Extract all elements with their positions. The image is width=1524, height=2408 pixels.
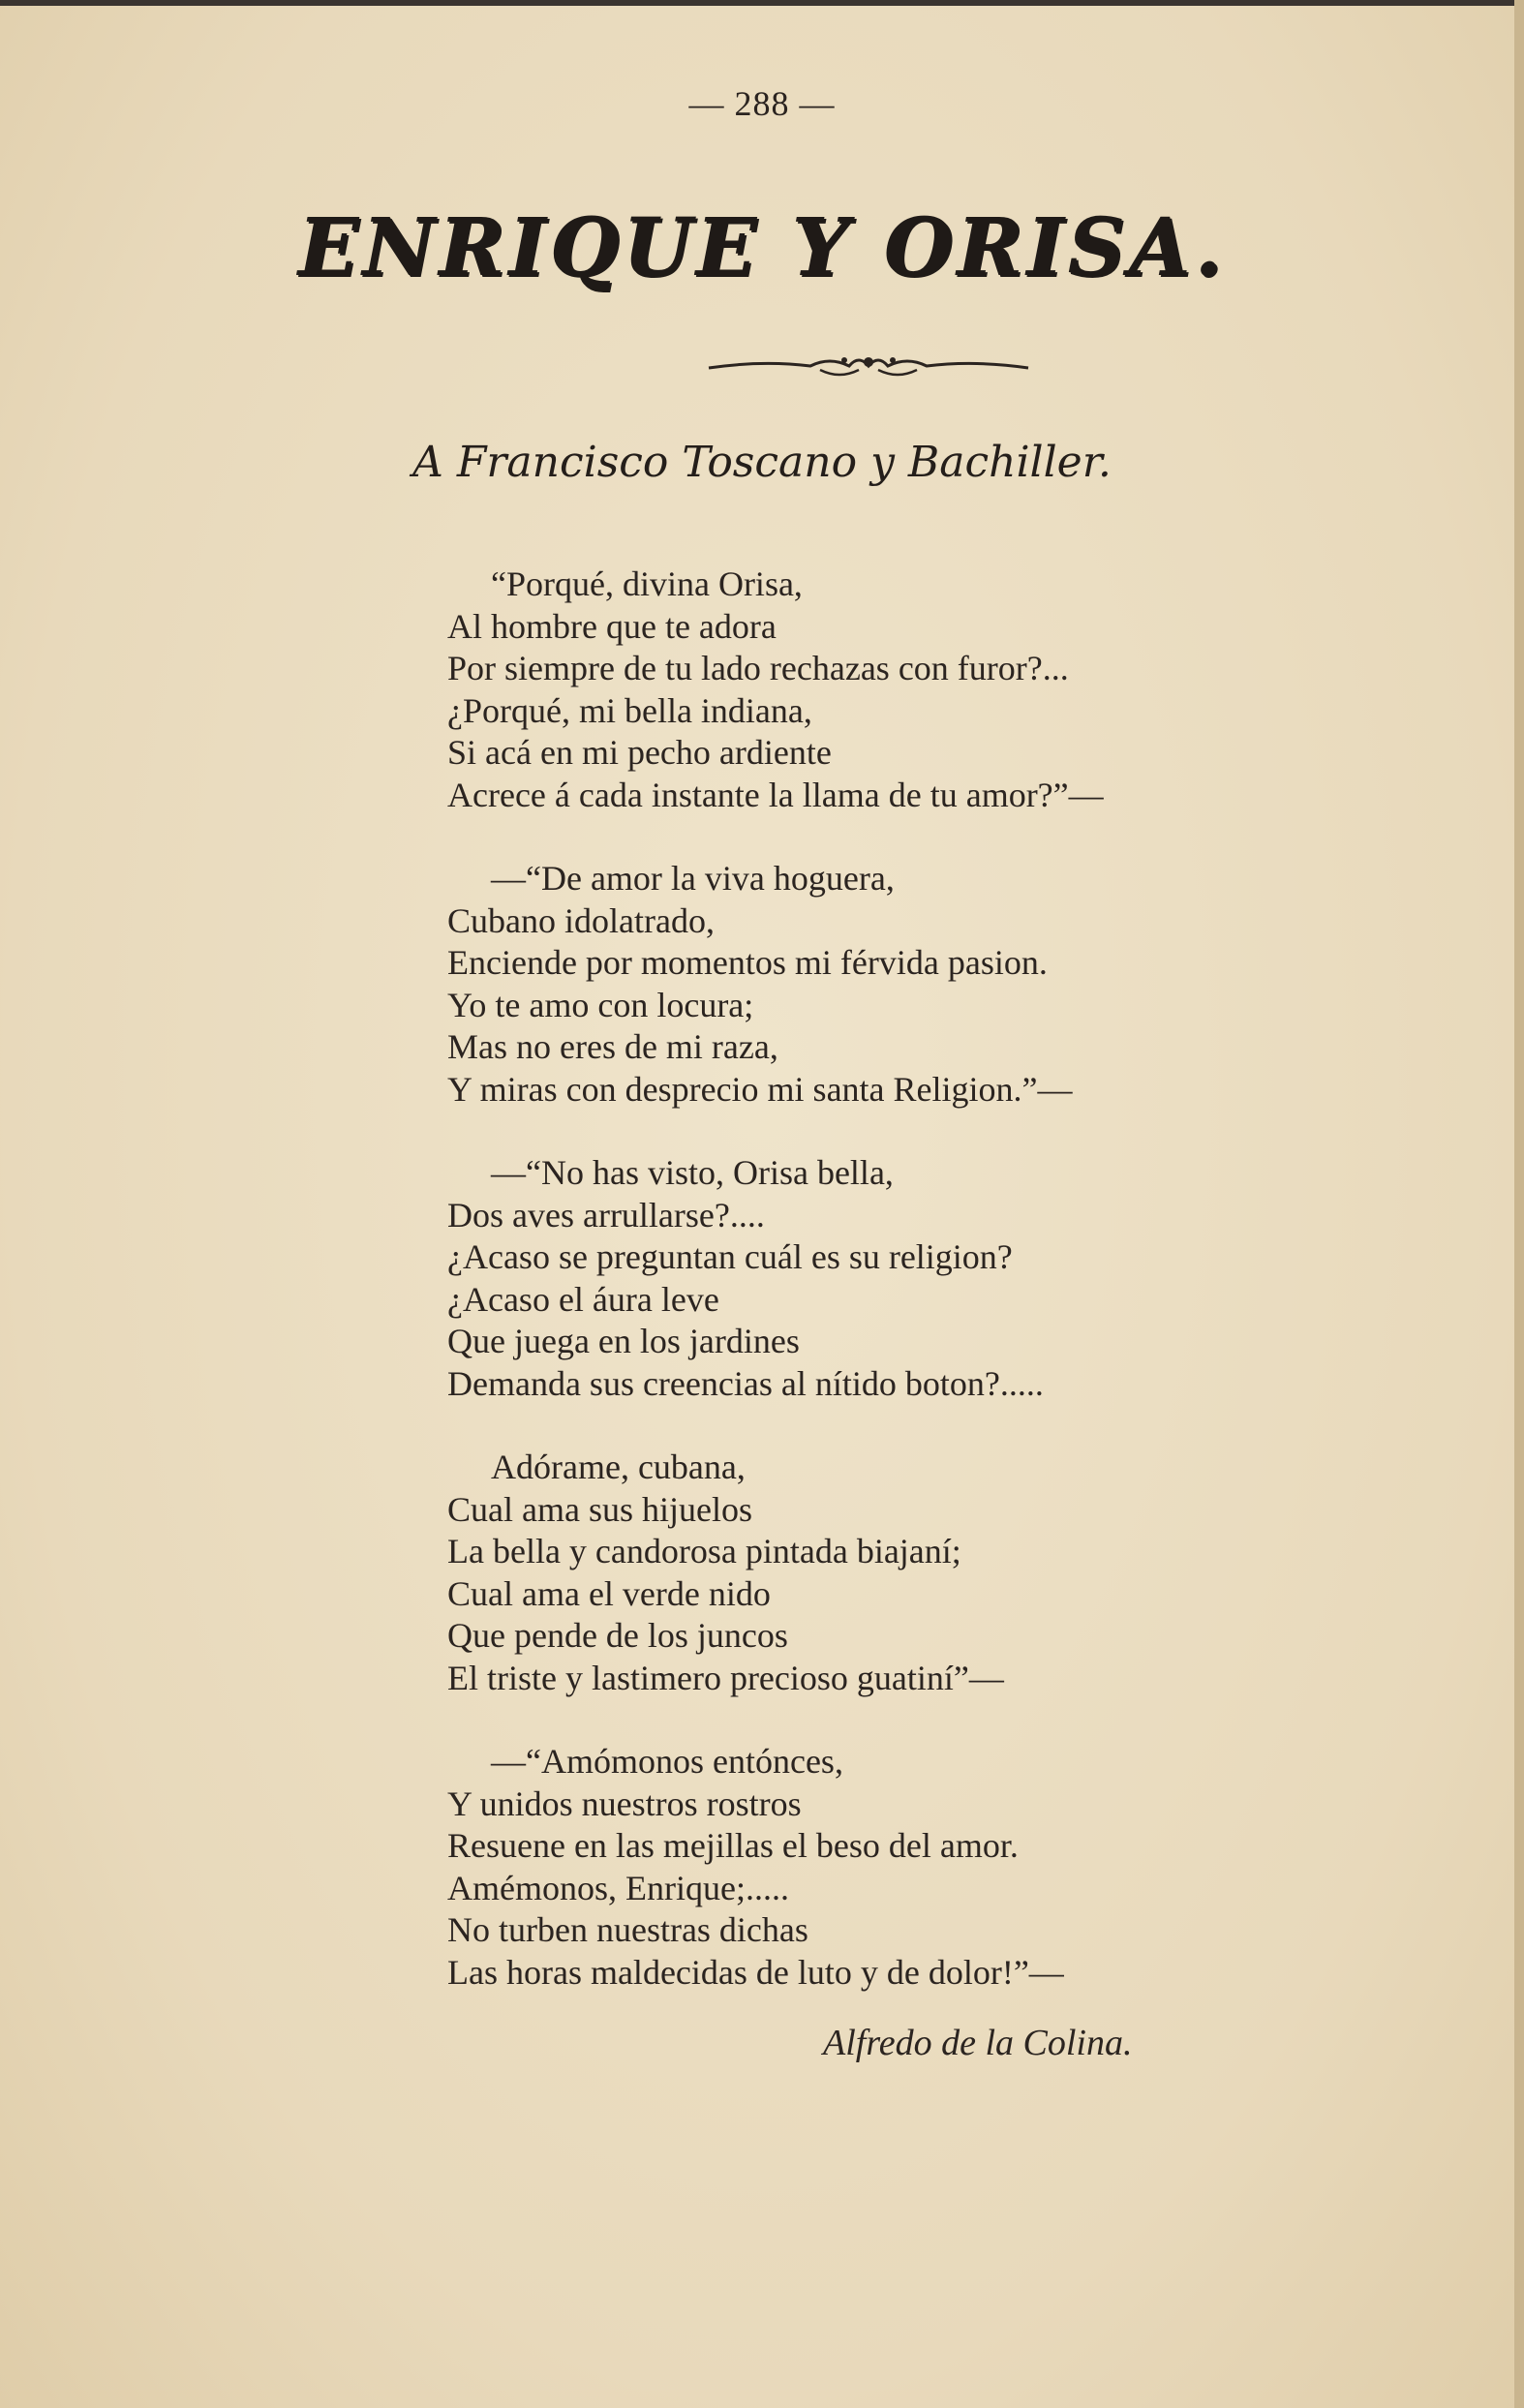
verse-line: ¿Acaso el áura leve <box>447 1279 719 1319</box>
verse-line: Amémonos, Enrique;..... <box>447 1868 789 1907</box>
stanza <box>447 858 1319 1111</box>
verse-line: Acrece á cada instante la llama de tu amor?”— <box>447 775 1104 814</box>
stanza <box>447 564 1319 816</box>
verse-line: —“De amor la viva hoguera, <box>491 859 895 898</box>
verse-line: Que juega en los jardines <box>447 1322 800 1360</box>
verse-line: Que pende de los juncos <box>447 1616 788 1655</box>
verse-line: La bella y candorosa pintada biajaní; <box>447 1532 961 1570</box>
verse-line: —“Amómonos entónces, <box>491 1742 843 1781</box>
verse-line: Dos aves arrullarse?.... <box>447 1195 765 1234</box>
verse-line: Resuene en las mejillas el beso del amor. <box>447 1826 1019 1865</box>
author-signature: Alfredo de la Colina. <box>823 2023 1133 2063</box>
stanza <box>447 1152 1319 1405</box>
verse-line: Por siempre de tu lado rechazas con furor?... <box>447 649 1069 687</box>
verse-line: Demanda sus creencias al nítido boton?..... <box>447 1363 1044 1403</box>
verse-line: El triste y lastimero precioso guatiní”— <box>447 1658 1004 1697</box>
verse-line: —“No has visto, Orisa bella, <box>491 1153 894 1192</box>
verse-line: Cual ama sus hijuelos <box>447 1489 752 1529</box>
verse-line: Y unidos nuestros rostros <box>447 1783 802 1823</box>
poem-body <box>447 564 1319 2035</box>
verse-line: Cual ama el verde nido <box>447 1573 771 1613</box>
decorative-flourish-icon <box>704 347 1033 385</box>
verse-line: Cubano idolatrado, <box>447 900 715 940</box>
top-edge <box>0 0 1524 6</box>
verse-line: Mas no eres de mi raza, <box>447 1027 778 1066</box>
verse-line: Si acá en mi pecho ardiente <box>447 733 832 772</box>
right-edge <box>1514 0 1524 2408</box>
verse-line: “Porqué, divina Orisa, <box>491 564 803 603</box>
verse-line: Yo te amo con locura; <box>447 985 754 1024</box>
verse-line: ¿Porqué, mi bella indiana, <box>447 690 812 730</box>
verse-line: Las horas maldecidas de luto y de dolor!”— <box>447 1952 1064 1992</box>
verse-line: Enciende por momentos mi férvida pasion. <box>447 943 1048 982</box>
verse-line: Adórame, cubana, <box>491 1448 746 1486</box>
stanza <box>447 1447 1319 1699</box>
stanza <box>447 1741 1319 1994</box>
verse-line: ¿Acaso se preguntan cuál es su religion? <box>447 1237 1013 1276</box>
dedication: A Francisco Toscano y Bachiller. <box>412 438 1112 487</box>
verse-line: Al hombre que te adora <box>447 606 777 646</box>
verse-line: Y miras con desprecio mi santa Religion.”— <box>447 1069 1073 1109</box>
page-number: — 288 — <box>688 84 836 123</box>
poem-title: ENRIQUE Y ORISA. <box>297 201 1227 294</box>
verse-line: No turben nuestras dichas <box>447 1910 808 1949</box>
